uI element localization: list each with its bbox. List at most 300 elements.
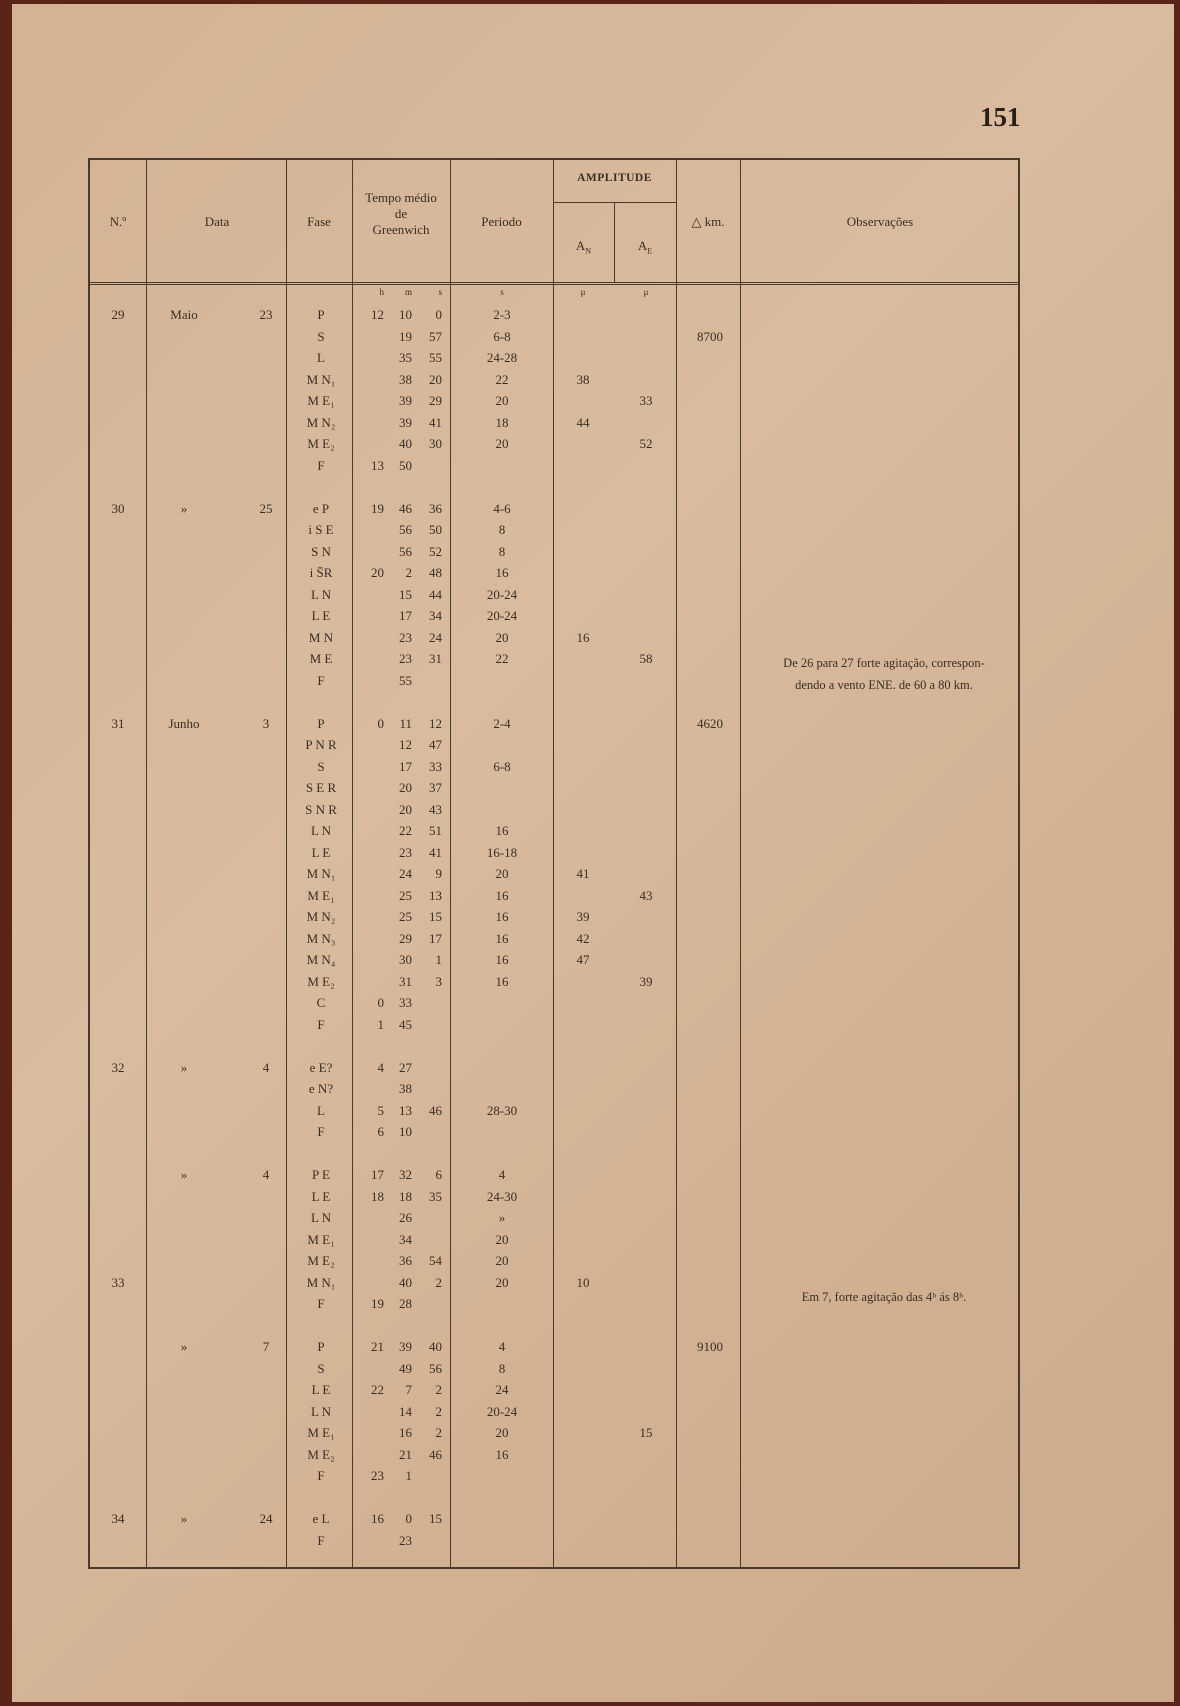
cell-m: 34 bbox=[399, 1231, 412, 1247]
cell-phase: M N₃ bbox=[306, 930, 336, 946]
cell-phase: M E bbox=[309, 651, 333, 666]
cell-phase: L E bbox=[311, 844, 331, 860]
header-data: Data bbox=[204, 214, 230, 229]
cell-s: 52 bbox=[429, 543, 442, 559]
cell-s: 0 bbox=[435, 307, 442, 322]
header-amplitude: AMPLITUDE bbox=[577, 172, 652, 184]
cell-m: 24 bbox=[399, 866, 412, 881]
observation-1 bbox=[748, 653, 1020, 696]
header-ae: $A_E$ bbox=[637, 238, 653, 256]
cell-m: 39 bbox=[399, 393, 412, 408]
cell-m: 23 bbox=[399, 844, 412, 860]
table-row bbox=[90, 1121, 1022, 1143]
cell-phase: F bbox=[317, 457, 325, 473]
table-row bbox=[90, 605, 1022, 627]
cell-h: 12 bbox=[371, 307, 384, 322]
cell-h: 1 bbox=[377, 1016, 384, 1032]
cell-period: 8 bbox=[498, 543, 506, 559]
observation-1-line-1: De 26 para 27 forte agitação, correspon- bbox=[783, 656, 985, 670]
table-row bbox=[90, 713, 1022, 735]
cell-m: 13 bbox=[399, 1102, 412, 1118]
cell-phase: F bbox=[317, 672, 325, 688]
cell-no: 30 bbox=[111, 500, 125, 516]
table-row bbox=[90, 1508, 1022, 1530]
cell-phase: M N₁ bbox=[306, 866, 336, 881]
cell-m: 20 bbox=[399, 801, 412, 817]
cell-m: 31 bbox=[399, 973, 412, 989]
cell-phase: e L bbox=[312, 1511, 330, 1526]
cell-m: 30 bbox=[399, 952, 412, 967]
row-spacer bbox=[90, 1487, 1022, 1509]
table-row bbox=[90, 1465, 1022, 1487]
cell-m: 26 bbox=[399, 1210, 412, 1225]
cell-phase: S N bbox=[311, 543, 331, 559]
cell-m: 23 bbox=[399, 1532, 412, 1548]
cell-phase: i S E bbox=[308, 522, 334, 537]
cell-an: 10 bbox=[576, 1274, 590, 1290]
cell-m: 11 bbox=[399, 715, 412, 731]
cell-phase: S bbox=[317, 758, 325, 774]
table-row bbox=[90, 519, 1022, 541]
cell-m: 21 bbox=[399, 1446, 412, 1462]
cell-an: 39 bbox=[576, 909, 590, 924]
cell-period: 20 bbox=[495, 393, 509, 408]
cell-month: » bbox=[180, 1339, 188, 1354]
table-row bbox=[90, 949, 1022, 971]
cell-m: 1 bbox=[405, 1468, 412, 1483]
cell-s: 51 bbox=[429, 823, 442, 838]
cell-phase: M N₁ bbox=[306, 371, 336, 387]
cell-phase: S N R bbox=[305, 801, 337, 817]
cell-period: 4-6 bbox=[493, 500, 511, 516]
cell-m: 16 bbox=[399, 1425, 412, 1440]
cell-m: 10 bbox=[399, 307, 412, 322]
cell-h: 18 bbox=[371, 1188, 384, 1204]
cell-s: 2 bbox=[435, 1274, 442, 1290]
cell-an: 41 bbox=[576, 866, 590, 881]
cell-phase: e P bbox=[312, 500, 330, 516]
cell-s: 24 bbox=[429, 629, 442, 645]
cell-phase: M E₂ bbox=[307, 436, 335, 451]
cell-phase: M N₂ bbox=[306, 414, 336, 430]
cell-phase: i S̄R bbox=[309, 565, 333, 580]
cell-s: 15 bbox=[429, 1511, 442, 1526]
cell-no: 34 bbox=[111, 1511, 125, 1526]
cell-h: 22 bbox=[371, 1382, 384, 1397]
cell-s: 50 bbox=[429, 522, 442, 537]
cell-m: 28 bbox=[399, 1296, 412, 1311]
cell-period: 16 bbox=[495, 973, 509, 989]
cell-m: 39 bbox=[399, 414, 412, 430]
cell-m: 0 bbox=[405, 1511, 412, 1526]
cell-period: 6-8 bbox=[493, 328, 511, 344]
header-an: $A_N$ bbox=[575, 238, 592, 256]
cell-h: 21 bbox=[371, 1339, 384, 1354]
row-spacer bbox=[90, 1143, 1022, 1165]
table-row bbox=[90, 1229, 1022, 1251]
table-row bbox=[90, 1207, 1022, 1229]
cell-period: 22 bbox=[495, 371, 509, 387]
table-row bbox=[90, 498, 1022, 520]
cell-phase: P E bbox=[312, 1167, 330, 1182]
table-row bbox=[90, 756, 1022, 778]
cell-m: 14 bbox=[399, 1403, 412, 1419]
cell-ae: 43 bbox=[639, 887, 653, 903]
header-periodo: Periodo bbox=[481, 214, 522, 229]
cell-h: 0 bbox=[377, 715, 384, 731]
cell-h: 5 bbox=[377, 1102, 384, 1118]
cell-s: 2 bbox=[435, 1425, 442, 1440]
cell-h: 13 bbox=[371, 457, 384, 473]
cell-period: 24-28 bbox=[486, 350, 518, 365]
units-row: h m s s μ μ bbox=[379, 287, 649, 297]
cell-period: 20 bbox=[495, 1425, 509, 1440]
observation-2 bbox=[748, 1287, 1020, 1309]
cell-m: 39 bbox=[399, 1339, 412, 1354]
table-row bbox=[90, 928, 1022, 950]
cell-s: 56 bbox=[429, 1360, 442, 1376]
cell-s: 57 bbox=[429, 328, 442, 344]
cell-an: 44 bbox=[576, 414, 590, 430]
table-row bbox=[90, 1014, 1022, 1036]
cell-s: 40 bbox=[429, 1339, 442, 1354]
cell-period: 2-4 bbox=[493, 715, 511, 731]
cell-period: 20-24 bbox=[486, 1403, 518, 1419]
header-km: △ km. bbox=[691, 214, 725, 229]
table-row bbox=[90, 777, 1022, 799]
cell-phase: L N bbox=[310, 586, 332, 602]
cell-period: 20-24 bbox=[486, 608, 518, 623]
cell-h: 16 bbox=[371, 1511, 384, 1526]
cell-phase: e E? bbox=[309, 1059, 333, 1075]
cell-m: 23 bbox=[399, 651, 412, 666]
cell-phase: L N bbox=[310, 1210, 332, 1225]
table-row bbox=[90, 1250, 1022, 1272]
cell-period: 20 bbox=[495, 629, 509, 645]
cell-ae: 52 bbox=[639, 436, 653, 451]
cell-m: 20 bbox=[399, 780, 412, 795]
cell-s: 34 bbox=[429, 608, 442, 623]
cell-period: 16 bbox=[495, 930, 509, 946]
cell-period: » bbox=[498, 1210, 506, 1225]
cell-period: 8 bbox=[498, 522, 506, 537]
cell-period: 20 bbox=[495, 1231, 509, 1247]
table-row bbox=[90, 562, 1022, 584]
cell-h: 0 bbox=[377, 995, 384, 1010]
cell-km: 9100 bbox=[697, 1339, 723, 1354]
cell-period: 16 bbox=[495, 952, 509, 967]
cell-month: Junho bbox=[168, 715, 200, 731]
cell-m: 40 bbox=[399, 1274, 412, 1290]
cell-h: 4 bbox=[377, 1059, 384, 1075]
table-body bbox=[90, 287, 1022, 1551]
table-row bbox=[90, 1078, 1022, 1100]
cell-h: 17 bbox=[371, 1167, 384, 1182]
cell-m: 12 bbox=[399, 737, 412, 752]
cell-phase: L E bbox=[311, 1188, 331, 1204]
cell-period: 20 bbox=[495, 1274, 509, 1290]
cell-m: 55 bbox=[399, 672, 412, 688]
table-row bbox=[90, 885, 1022, 907]
cell-s: 13 bbox=[429, 887, 442, 903]
table-row bbox=[90, 1530, 1022, 1552]
table-row bbox=[90, 1358, 1022, 1380]
cell-phase: S bbox=[317, 1360, 325, 1376]
cell-phase: M N₄ bbox=[306, 952, 336, 967]
cell-period: 20 bbox=[495, 436, 509, 451]
cell-h: 23 bbox=[371, 1468, 384, 1483]
cell-s: 48 bbox=[429, 565, 442, 580]
cell-period: 4 bbox=[498, 1167, 506, 1182]
cell-period: 16 bbox=[495, 565, 509, 580]
cell-day: 7 bbox=[262, 1339, 270, 1354]
cell-phase: F bbox=[317, 1468, 325, 1483]
table-row bbox=[90, 1444, 1022, 1466]
cell-s: 17 bbox=[429, 930, 442, 946]
cell-phase: L N bbox=[310, 823, 332, 838]
header-tempo-3: Greenwich bbox=[372, 222, 430, 237]
document-page bbox=[12, 4, 1174, 1702]
table-row bbox=[90, 992, 1022, 1014]
cell-s: 31 bbox=[429, 651, 442, 666]
cell-s: 30 bbox=[429, 436, 442, 451]
table-row bbox=[90, 541, 1022, 563]
table-row bbox=[90, 820, 1022, 842]
cell-phase: L bbox=[317, 350, 325, 365]
cell-phase: M N₂ bbox=[306, 909, 336, 924]
table-row bbox=[90, 1422, 1022, 1444]
cell-m: 49 bbox=[399, 1360, 412, 1376]
cell-s: 35 bbox=[429, 1188, 442, 1204]
cell-period: 20 bbox=[495, 1253, 509, 1268]
cell-m: 35 bbox=[399, 350, 412, 365]
cell-month: Maio bbox=[170, 307, 198, 322]
cell-s: 47 bbox=[429, 737, 442, 752]
cell-km: 4620 bbox=[697, 715, 723, 731]
cell-day: 24 bbox=[259, 1511, 273, 1526]
cell-period: 16-18 bbox=[486, 844, 518, 860]
cell-period: 28-30 bbox=[486, 1102, 518, 1118]
cell-month: » bbox=[180, 1511, 188, 1526]
cell-period: 24-30 bbox=[486, 1188, 518, 1204]
table-row bbox=[90, 1379, 1022, 1401]
cell-m: 36 bbox=[399, 1253, 412, 1268]
cell-day: 4 bbox=[262, 1167, 270, 1182]
table-row bbox=[90, 304, 1022, 326]
table-row bbox=[90, 627, 1022, 649]
table-row bbox=[90, 863, 1022, 885]
cell-an: 47 bbox=[576, 952, 590, 967]
cell-phase: M E₂ bbox=[307, 1253, 335, 1268]
cell-period: 24 bbox=[495, 1382, 509, 1397]
table-row bbox=[90, 734, 1022, 756]
cell-s: 20 bbox=[429, 371, 442, 387]
cell-s: 54 bbox=[429, 1253, 442, 1268]
cell-s: 41 bbox=[429, 844, 442, 860]
cell-m: 2 bbox=[405, 565, 412, 580]
cell-phase: M E₁ bbox=[307, 1425, 335, 1440]
seismic-table bbox=[88, 158, 1020, 1569]
cell-m: 38 bbox=[399, 371, 412, 387]
cell-h: 19 bbox=[371, 1296, 384, 1311]
table-row bbox=[90, 584, 1022, 606]
cell-s: 37 bbox=[429, 780, 442, 795]
cell-h: 6 bbox=[377, 1124, 384, 1139]
cell-h: 20 bbox=[371, 565, 384, 580]
table-row bbox=[90, 1100, 1022, 1122]
data-rows bbox=[90, 304, 1022, 1551]
cell-m: 50 bbox=[399, 457, 412, 473]
header-fase: Fase bbox=[307, 214, 331, 229]
cell-period: 18 bbox=[495, 414, 509, 430]
table-row bbox=[90, 433, 1022, 455]
table-row bbox=[90, 842, 1022, 864]
table-row bbox=[90, 1164, 1022, 1186]
table-row bbox=[90, 455, 1022, 477]
row-spacer bbox=[90, 1035, 1022, 1057]
cell-phase: F bbox=[317, 1296, 325, 1311]
cell-day: 23 bbox=[259, 307, 273, 322]
header-rule bbox=[90, 282, 1018, 285]
cell-day: 25 bbox=[259, 500, 273, 516]
cell-ae: 58 bbox=[639, 651, 653, 666]
cell-s: 55 bbox=[429, 350, 442, 365]
cell-s: 15 bbox=[429, 909, 442, 924]
table-row bbox=[90, 1057, 1022, 1079]
observation-1-line-2: dendo a vento ENE. de 60 a 80 km. bbox=[795, 677, 973, 692]
cell-phase: L bbox=[317, 1102, 325, 1118]
cell-s: 33 bbox=[429, 758, 442, 774]
table-row bbox=[90, 1186, 1022, 1208]
cell-phase: L E bbox=[311, 608, 331, 623]
cell-m: 18 bbox=[399, 1188, 412, 1204]
cell-an: 42 bbox=[576, 930, 590, 946]
cell-h: 19 bbox=[371, 500, 384, 516]
cell-m: 10 bbox=[399, 1124, 412, 1139]
table-row bbox=[90, 799, 1022, 821]
cell-phase: F bbox=[317, 1532, 325, 1548]
cell-m: 25 bbox=[399, 909, 412, 924]
table-row bbox=[90, 906, 1022, 928]
cell-phase: F bbox=[317, 1016, 325, 1032]
cell-m: 17 bbox=[399, 758, 412, 774]
observation-2-text: Em 7, forte agitação das 4ʰ ás 8ʰ. bbox=[801, 1290, 967, 1304]
cell-an: 38 bbox=[576, 371, 590, 387]
cell-phase: M E₂ bbox=[307, 1446, 335, 1462]
cell-m: 15 bbox=[399, 586, 412, 602]
cell-period: 22 bbox=[495, 651, 509, 666]
header-tempo-1: Tempo médio bbox=[365, 190, 437, 205]
header-tempo-2: de bbox=[394, 206, 408, 221]
cell-period: 16 bbox=[495, 887, 509, 903]
cell-phase: C bbox=[316, 995, 326, 1010]
cell-m: 29 bbox=[399, 930, 412, 946]
cell-s: 3 bbox=[435, 973, 442, 989]
cell-s: 36 bbox=[429, 500, 442, 516]
cell-period: 16 bbox=[495, 1446, 509, 1462]
cell-s: 46 bbox=[429, 1446, 442, 1462]
cell-month: » bbox=[180, 1059, 188, 1075]
cell-m: 7 bbox=[405, 1382, 412, 1397]
cell-phase: M E₁ bbox=[307, 393, 335, 408]
cell-m: 40 bbox=[399, 436, 412, 451]
cell-period: 16 bbox=[495, 823, 509, 838]
cell-m: 22 bbox=[399, 823, 412, 838]
cell-m: 56 bbox=[399, 543, 412, 559]
cell-an: 16 bbox=[576, 629, 590, 645]
cell-s: 9 bbox=[435, 866, 442, 881]
page-number: 151 bbox=[980, 102, 1021, 132]
cell-s: 43 bbox=[429, 801, 442, 817]
cell-period: 8 bbox=[498, 1360, 506, 1376]
table-row bbox=[90, 390, 1022, 412]
cell-phase: P bbox=[317, 1339, 325, 1354]
cell-day: 3 bbox=[262, 715, 270, 731]
cell-m: 19 bbox=[399, 328, 412, 344]
cell-no: 31 bbox=[111, 715, 125, 731]
table-row bbox=[90, 369, 1022, 391]
cell-s: 2 bbox=[435, 1403, 442, 1419]
cell-period: 6-8 bbox=[493, 758, 511, 774]
cell-s: 29 bbox=[429, 393, 442, 408]
cell-period: 16 bbox=[495, 909, 509, 924]
cell-s: 2 bbox=[435, 1382, 442, 1397]
cell-phase: P bbox=[317, 307, 325, 322]
cell-m: 23 bbox=[399, 629, 412, 645]
cell-month: » bbox=[180, 1167, 188, 1182]
cell-phase: S E R bbox=[305, 780, 337, 795]
cell-m: 45 bbox=[399, 1016, 412, 1032]
table-row bbox=[90, 1401, 1022, 1423]
cell-phase: M E₁ bbox=[307, 887, 335, 903]
cell-month: » bbox=[180, 500, 188, 516]
cell-m: 33 bbox=[399, 995, 412, 1010]
table-row bbox=[90, 412, 1022, 434]
cell-period: 4 bbox=[498, 1339, 506, 1354]
cell-period: 20-24 bbox=[486, 586, 518, 602]
cell-no: 32 bbox=[111, 1059, 125, 1075]
cell-s: 41 bbox=[429, 414, 442, 430]
cell-phase: M E₁ bbox=[307, 1231, 335, 1247]
table-row bbox=[90, 326, 1022, 348]
table-row bbox=[90, 1336, 1022, 1358]
cell-s: 46 bbox=[429, 1102, 442, 1118]
cell-no: 33 bbox=[111, 1274, 125, 1290]
row-spacer bbox=[90, 476, 1022, 498]
cell-phase: P N R bbox=[305, 737, 337, 752]
cell-km: 8700 bbox=[697, 328, 723, 344]
cell-m: 27 bbox=[399, 1059, 412, 1075]
cell-phase: M N₁ bbox=[306, 1274, 336, 1290]
cell-phase: S bbox=[317, 328, 325, 344]
cell-ae: 39 bbox=[639, 973, 653, 989]
cell-phase: M E₂ bbox=[307, 973, 335, 989]
cell-phase: L N bbox=[310, 1403, 332, 1419]
cell-period: 20 bbox=[495, 866, 509, 881]
cell-phase: P bbox=[317, 715, 325, 731]
cell-m: 46 bbox=[399, 500, 412, 516]
cell-day: 4 bbox=[262, 1059, 270, 1075]
cell-phase: M N bbox=[308, 629, 334, 645]
cell-m: 56 bbox=[399, 522, 412, 537]
cell-phase: F bbox=[317, 1124, 325, 1139]
cell-s: 1 bbox=[435, 952, 442, 967]
row-spacer bbox=[90, 1315, 1022, 1337]
header-no: N.º bbox=[109, 214, 127, 229]
cell-m: 38 bbox=[399, 1081, 412, 1096]
cell-s: 6 bbox=[435, 1167, 442, 1182]
cell-s: 44 bbox=[429, 586, 442, 602]
